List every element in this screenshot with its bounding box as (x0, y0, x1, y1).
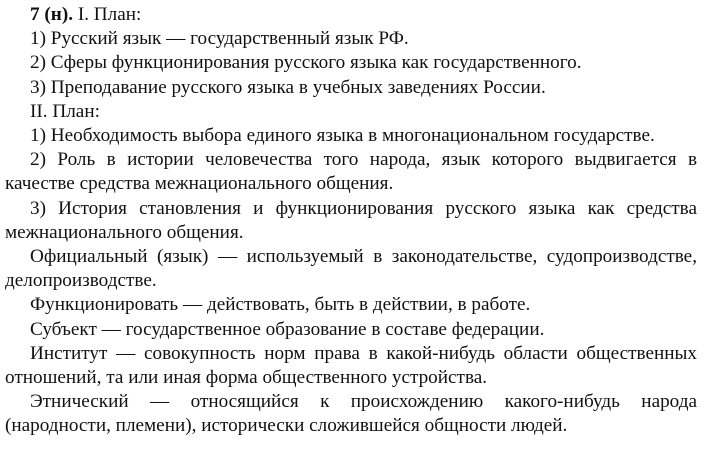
definition-paragraph: Институт — совокупность норм права в какой-нибудь области общественных отношений, та или иная форма общественного устройства. (5, 342, 697, 389)
exercise-number: 7 (н). (30, 4, 74, 25)
plan2-heading: II. План: (30, 100, 100, 122)
definition-paragraph: Этнический — относящийся к происхождению какого-нибудь народа (народности, племени), исторически сложившейся общности людей. (5, 391, 697, 437)
plan2-item: 3) История становления и функционирования русского языка как средства межнационального общения. (5, 197, 697, 243)
plan1-heading: I. План: (77, 4, 142, 25)
document-page (5, 3, 697, 439)
definition-paragraph: Официальный (язык) — используемый в законодательстве, судопроизводстве, делопроизводстве. (5, 246, 697, 292)
plan1-item: 2) Сферы функционирования русского языка как государственного. (30, 52, 582, 74)
definition-paragraph: Субъект — государственное образование в составе федерации. (30, 318, 545, 340)
plan1-item: 1) Русский язык — государственный язык РФ. (30, 28, 409, 50)
definition-paragraph: Функционировать — действовать, быть в действии, в работе. (30, 294, 531, 316)
exercise-header (5, 3, 697, 27)
plan2-item: 1) Необходимость выбора единого языка в многонациональном государстве. (30, 125, 655, 147)
plan1-item: 3) Преподавание русского языка в учебных заведениях России. (30, 76, 546, 98)
plan2-item: 2) Роль в истории человечества того народа, язык которого выдвигается в качестве средства межнационального общения. (5, 149, 697, 195)
